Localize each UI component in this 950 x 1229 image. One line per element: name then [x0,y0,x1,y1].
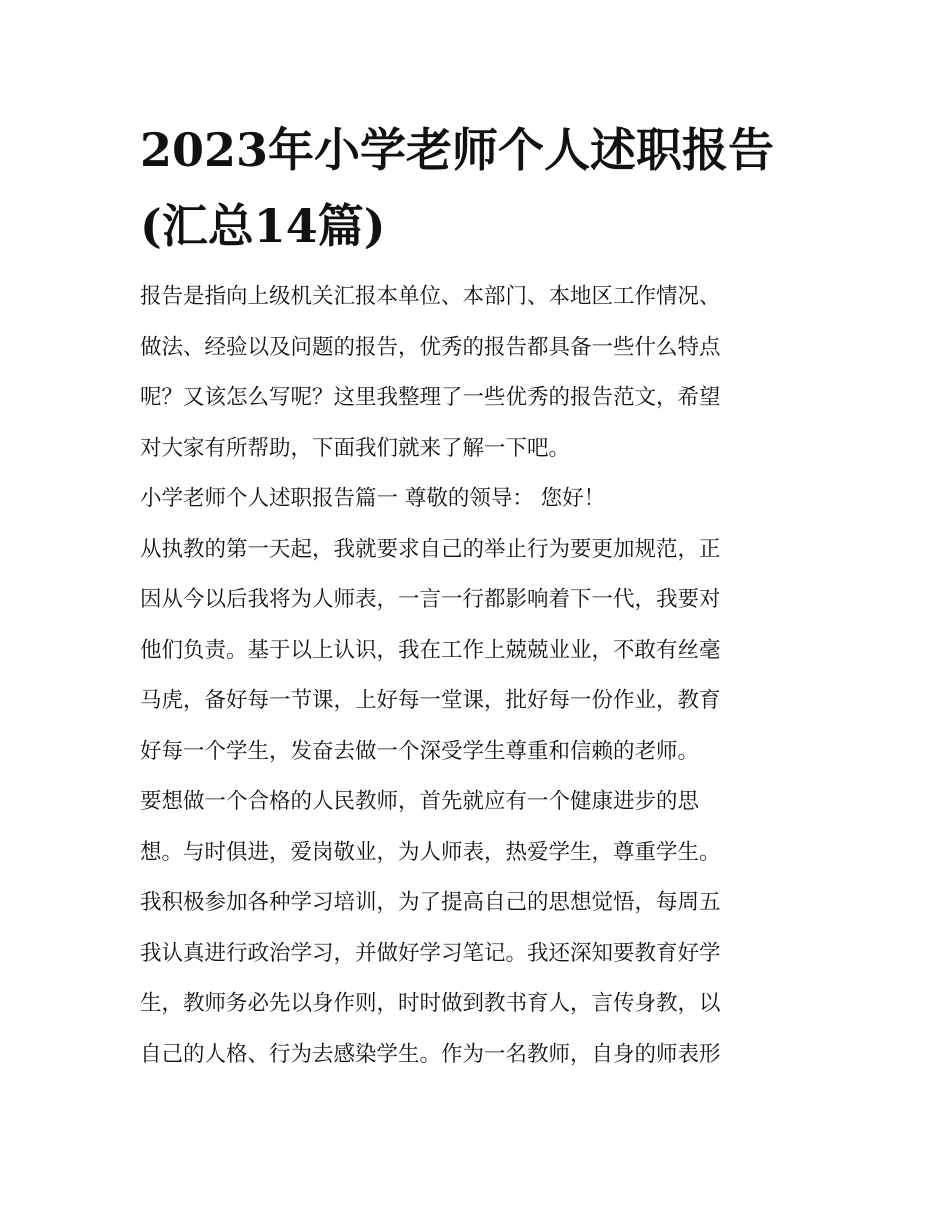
text-line: 生，教师务必先以身作则，时时做到教书育人，言传身教，以 [140,991,721,1016]
text-line: 我认真进行政治学习，并做好学习笔记。我还深知要教育好学 [140,940,721,966]
document-body [140,272,812,1080]
text-line: 他们负责。基于以上认识，我在工作上兢兢业业，不敢有丝毫 [140,637,721,663]
text-line: 要想做一个合格的人民教师，首先就应有一个健康进步的思 [140,789,700,814]
document-title [140,112,820,264]
section-heading-line: 小学老师个人述职报告篇一 尊敬的领导： 您好！ [140,486,606,511]
text-line: 好每一个学生，发奋去做一个深受学生尊重和信赖的老师。 [140,738,700,764]
text-line: 我积极参加各种学习培训，为了提高自己的思想觉悟，每周五 [140,890,721,915]
text-line: 马虎，备好每一节课，上好每一堂课，批好每一份作业，教育 [140,688,721,713]
title-line-2: (汇总14篇) [140,199,386,253]
title-line-1: 2023年小学老师个人述职报告 [140,123,775,177]
text-line: 报告是指向上级机关汇报本单位、本部门、本地区工作情况、 [140,284,721,309]
text-line: 自己的人格、行为去感染学生。作为一名教师，自身的师表形 [140,1041,721,1067]
text-line: 呢？又该怎么写呢？这里我整理了一些优秀的报告范文，希望 [140,385,721,410]
text-line: 从执教的第一天起，我就要求自己的举止行为要更加规范，正 [140,536,721,562]
text-line: 对大家有所帮助，下面我们就来了解一下吧。 [140,435,571,461]
text-line: 想。与时俱进，爱岗敬业，为人师表，热爱学生，尊重学生。 [140,839,721,865]
text-line: 因从今以后我将为人师表，一言一行都影响着下一代，我要对 [140,587,721,612]
text-line: 做法、经验以及问题的报告，优秀的报告都具备一些什么特点 [140,334,721,360]
